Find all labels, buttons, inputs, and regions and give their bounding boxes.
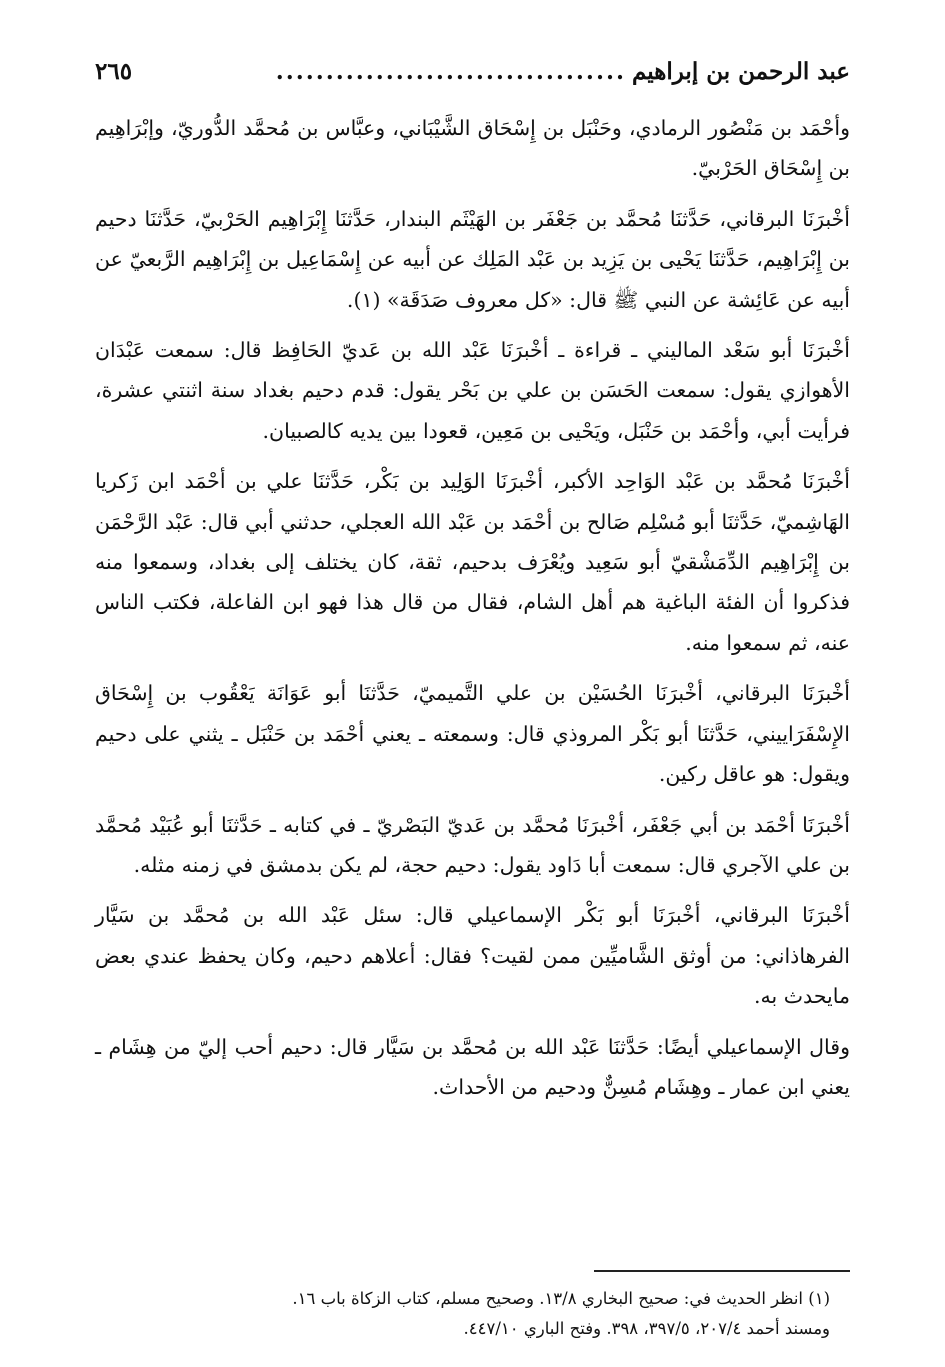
main-text xyxy=(95,108,850,1117)
paragraph-ismaili: أخْبرَنَا البرقاني، أخْبرَنَا أبو بَكْر الإسماعيلي قال: سئل عَبْد الله بن مُحمَّد بن سَيَّار الفرهاذاني: من أوثق الشَّاميِّين ممن لقيت؟ فقال: أعلاهم دحيم، وكان يحفظ عندي بعض مايحدث به. xyxy=(95,903,850,1009)
footnote-1-continuation: ومسند أحمد ٢٠٧/٤، ٣٩٧/٥، ٣٩٨. وفتح الباري ٤٤٧/١٠. xyxy=(463,1319,830,1338)
paragraph-maalini: أخْبرَنَا أبو سَعْد الماليني ـ قراءة ـ أخْبرَنَا عَبْد الله بن عَديّ الحَافِظ قال: سمعت عَبْدَان الأهوازي يقول: سمعت الحَسَن بن علي بن بَحْر يقول: قدم دحيم بغداد سنة اثنتي عشرة، فرأيت أبي، وأحْمَد بن حَنْبَل، ويَحْيى بن مَعِين، قعودا بين يديه كالصبيان. xyxy=(95,338,850,443)
paragraph-continuation: وأحْمَد بن مَنْصُور الرمادي، وحَنْبَل بن إِسْحَاق الشَّيْبَاني، وعبَّاس بن مُحمَّد الدُّوريّ، وإبْرَاهِيم بن إِسْحَاق الحَرْبيّ. xyxy=(95,116,850,181)
footnotes xyxy=(95,1284,830,1344)
paragraph-tamimi: أخْبرَنَا البرقاني، أخْبرَنَا الحُسَيْن بن علي التَّميميّ، حَدَّثنَا أبو عَوَانَة يَعْقُوب بن إِسْحَاق الإِسْفَرَاييني، حَدَّثنَا أبو بَكْر المروذي قال: وسمعته ـ يعني أحْمَد بن حَنْبَل ـ يثني على دحيم ويقول: هو عاقل ركين. xyxy=(95,681,850,787)
paragraph-abu-dawud: أخْبرَنَا أحْمَد بن أبي جَعْفَر، أخْبرَنَا مُحمَّد بن عَديّ البَصْريّ ـ في كتابه ـ حَدَّثنَا أبو عُبَيْد مُحمَّد بن علي الآجري قال: سمعت أبا دَاود يقول: دحيم حجة، لم يكن بدمشق في زمنه مثله. xyxy=(95,812,850,877)
paragraph-hadith-dahim: أخْبرَنَا البرقاني، حَدَّثنَا مُحمَّد بن جَعْفَر بن الهَيْثَم البندار، حَدَّثنَا إِبْرَاهِيم الحَرْبيّ، حَدَّثنَا دحيم بن إِبْرَاهِيم، حَدَّثنَا يَحْيى بن يَزِيد بن عَبْد المَلِك عن أبيه عن إِسْمَاعِيل بن إِبْرَاهِيم الرَّبعيّ عن أبيه عن عَائِشة عن النبي ﷺ قال: «كل معروف صَدَقَة» (١). xyxy=(95,206,850,312)
paragraph-ijli: أخْبرَنَا مُحمَّد بن عَبْد الوَاحِد الأكبر، أخْبرَنَا الوَلِيد بن بَكْر، حَدَّثنَا علي بن أحْمَد ابن زَكريا الهَاشِميّ، حَدَّثنَا أبو مُسْلِم صَالح بن أحْمَد بن عَبْد الله العجلي، حدثني أبي قال: عَبْد الرَّحْمَن بن إِبْرَاهِيم الدِّمَشْقيّ أبو سَعِيد ويُعْرَف بدحيم، ثقة، كان يختلف إلى بغداد، وسمعوا منه فذكروا أن الفئة الباغية هم أهل الشام، فقال من قال هذا فهو ابن الفاعلة، فكتب الناس عنه، ثم سمعوا منه. xyxy=(95,469,850,655)
paragraph-ismaili-2: وقال الإسماعيلي أيضًا: حَدَّثنَا عَبْد الله بن مُحمَّد بن سَيَّار قال: دحيم أحب إليّ من هِشَام ـ يعني ابن عمار ـ وهِشَام مُسِنٌّ ودحيم من الأحداث. xyxy=(95,1034,850,1099)
running-head xyxy=(95,58,850,98)
footnote-divider xyxy=(594,1270,850,1272)
leader-dots: ................................... xyxy=(275,58,626,85)
running-title: عبد الرحمن بن إبراهيم xyxy=(631,58,850,85)
page-number: ٢٦٥ xyxy=(95,58,133,85)
footnote-1: (١) انظر الحديث في: صحيح البخاري ١٣/٨. وصحيح مسلم، كتاب الزكاة باب ١٦. xyxy=(292,1289,830,1308)
